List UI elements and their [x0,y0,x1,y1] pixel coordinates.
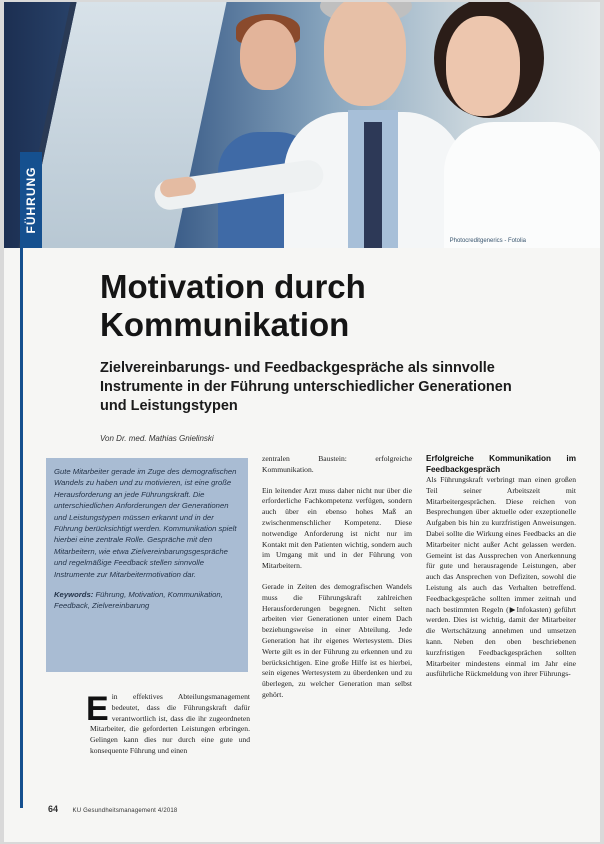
keywords-label: Keywords: [54,590,94,600]
section-heading: Erfolgreiche Kommunikation im Feedbackgespräch [426,454,576,474]
section-label-text: FÜHRUNG [24,166,38,234]
section-rule [20,248,23,808]
abstract-box [46,458,248,672]
body-column-2-paragraph-1: zentralen Baustein: erfolgreiche Kommunikation. [262,454,412,474]
magazine-page [4,2,600,842]
header-photo [4,2,600,248]
monitor-screen [15,2,228,248]
keywords-line [54,589,240,612]
body-column-1-text: in effektives Abteilungsmanagement bedeutet, dass die Führungskraft dafür verantwortlich ist, dass die ihr zugeordneten Mitarbeiter, die geforderten Leistungen erbringen. Gelingen kann dies nur durch eine gute und konsequente Führung und einen [90,692,250,755]
page-footer [48,804,177,814]
body-column-2-paragraph-3: Gerade in Zeiten des demografischen Wandels muss die Führungskraft zahlreichen Herausforderungen begegnen. Nicht selten arbeiten vier Generationen unter einem Dach beziehungsweise in einer Abteilung. Jede Generation hat ihr eigenes Wertesystem. Dies Werte gilt es in der Führung zu erkennen und zu berücksichtigen. Eine große Hilfe ist es hierbei, sein eigenes Wertesystem zu überdenken und zu überlegen, zu welcher Generation man selbst gehört. [262,581,412,699]
section-label [20,152,42,248]
female-doctor-figure [424,2,600,248]
body-column-1 [86,690,250,757]
page-number: 64 [48,804,59,814]
body-column-3-text: Als Führungskraft verbringt man einen großen Teil seiner Arbeitszeit mit Mitarbeitergesprächen. Diese reichen von Besprechungen über aktuelle oder exzeptionelle Aufgaben bis hin zu kurzfristigen Anweisungen. Dabei sollte die Wirkung eines Feedbacks an die Mitarbeiter nicht außer Acht gelassen werden. Gemeint ist das Aussprechen von Anerkennung für gute und herausragende Leistungen, aber auch das Ansprechen von Defiziten, sowohl die Leistung als auch das Verhalten betreffend. Feedbackgespräche sollten immer zeitnah und nach bestimmten Regeln (▶Infokasten) geführt werden. Dies ist wichtig, damit der Mitarbeiter die Wertschätzung annehmen und umsetzen kann. Neben den oben beschriebenen kurzfristigen Feedbackgesprächen sollten Mitarbeiter mindestens einmal im Jahr eine ausführliche Rückmeldung von ihrer Führungs- [426,475,576,679]
body-column-2 [262,454,412,711]
publication-name: KU Gesundheitsmanagement 4/2018 [72,808,178,814]
keywords-text: Führung, Motivation, Kommunikation, Feedback, Zielvereinbarung [54,590,223,611]
body-column-2-paragraph-2: Ein leitender Arzt muss daher nicht nur über die erforderliche Fachkompetenz verfügen, sondern auch über ein ebenso hohes Maß an zwischenmenschlicher Kompetenz. Diese notwendige Anforderung ist nicht nur im Kontakt mit den Patienten wichtig, sondern auch im Umgang mit und in der Führung von Mitarbeitern. [262,485,412,571]
article-title: Motivation durch Kommunikation [100,268,366,343]
article-subtitle: Zielvereinbarungs- und Feedbackgespräche als sinnvolle Instrumente in der Führung unterschiedlicher Generationen und Leistungstypen [100,360,512,414]
photo-credit: Photocreditgenerics - Fotolia [449,238,526,244]
drop-cap: E [86,690,109,728]
author-byline: Von Dr. med. Mathias Gnielinski [100,434,214,443]
abstract-text: Gute Mitarbeiter gerade im Zuge des demografischen Wandels zu haben und zu motivieren, ist eine große Herausforderung an jede Führungskraft. Die unterschiedlichen Anforderungen der Generationen und Leistungstypen müssen erkannt und in der Führung berücksichtigt werden. Kommunikation spielt hierbei eine zentrale Rolle. Gespräche mit den Mitarbeitern, wie etwa Zielvereinbarungsgespräche und regelmäßige Feedback stellen sinnvolle Instrumente zur Mitarbeitermotivation dar. [54,467,237,579]
body-column-3 [426,454,576,680]
